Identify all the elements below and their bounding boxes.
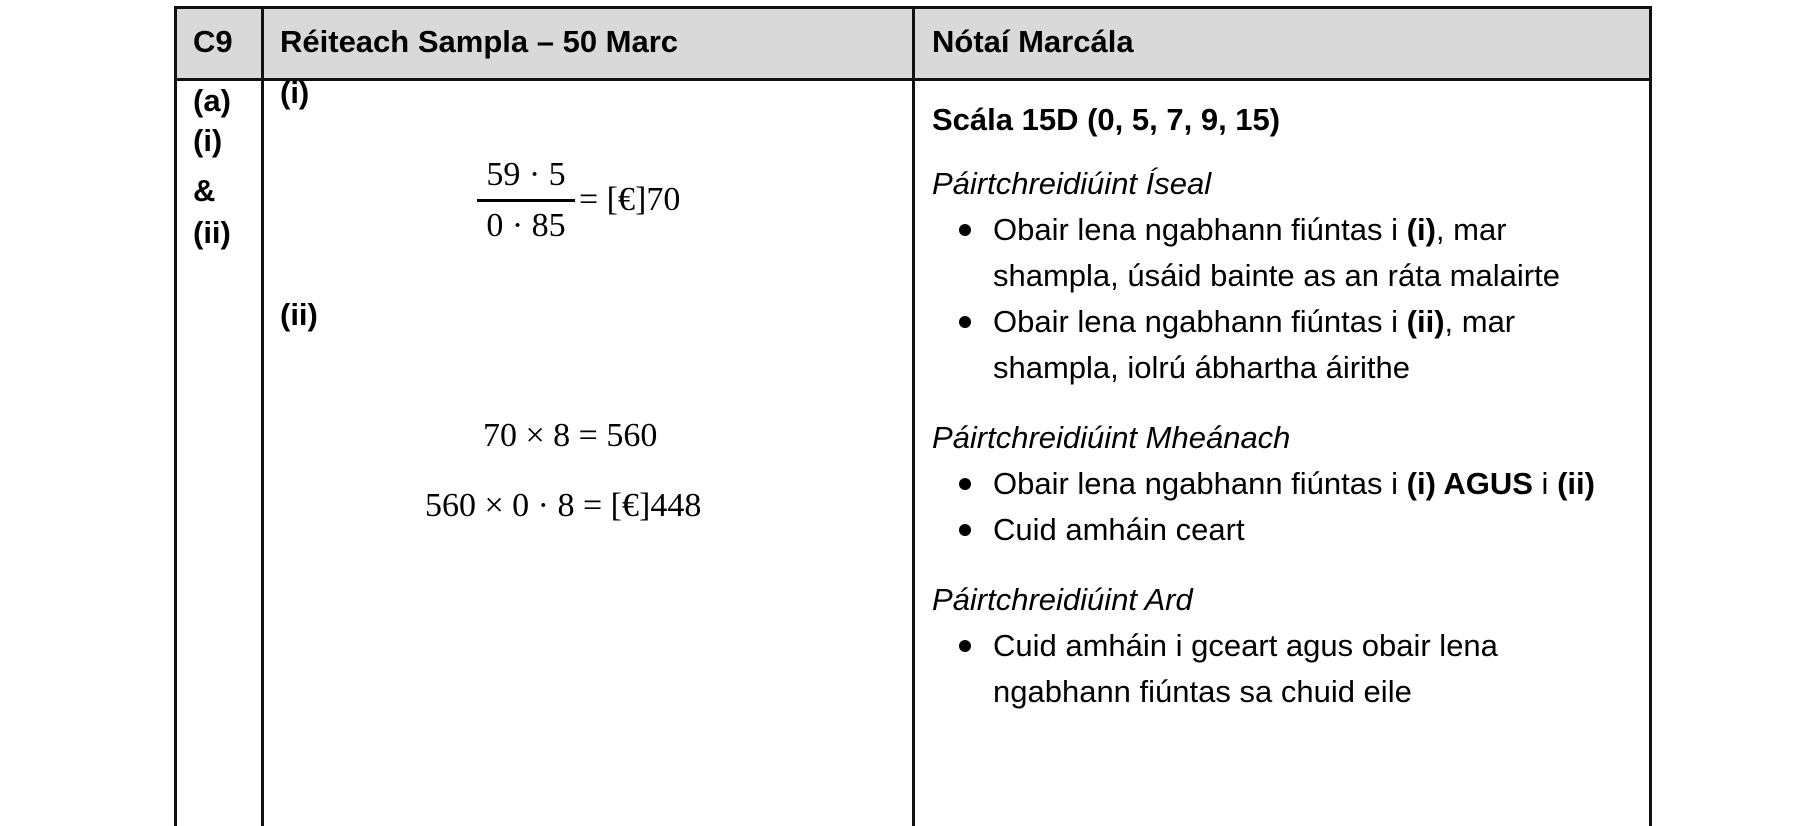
fraction-numerator: 59 · 5 <box>486 156 566 193</box>
bullet-icon <box>959 316 971 328</box>
column-divider <box>912 9 915 826</box>
mid-partial-credit-title: Páirtchreidiúint Mheánach <box>932 420 1291 455</box>
part-ii-equation-1: 70 × 8 = 560 <box>483 417 658 454</box>
part-i-result: = [€]70 <box>579 181 681 218</box>
mid-partial-credit-list <box>932 461 1632 553</box>
fraction <box>477 153 575 248</box>
marking-notes <box>932 97 1632 715</box>
marking-table <box>174 6 1652 826</box>
question-label-i: (i) <box>193 123 223 158</box>
bullet-icon <box>959 524 971 536</box>
high-partial-credit-title: Páirtchreidiúint Ard <box>932 582 1193 617</box>
solution-part-i-label: (i) <box>280 75 310 110</box>
header-notes: Nótaí Marcála <box>932 24 1134 59</box>
solution-part-ii-label: (ii) <box>280 297 318 332</box>
list-item: Cuid amháin i gceart agus obair lena ngabhann fiúntas sa chuid eile <box>932 623 1632 715</box>
low-partial-credit-list <box>932 207 1632 391</box>
header-question: C9 <box>193 24 233 59</box>
fraction-denominator: 0 · 85 <box>486 207 566 244</box>
column-divider <box>261 9 264 826</box>
scale-line: Scála 15D (0, 5, 7, 9, 15) <box>932 102 1281 137</box>
bullet-icon <box>959 640 971 652</box>
list-item: Obair lena ngabhann fiúntas i (ii), mar shampla, iolrú ábhartha áirithe <box>932 299 1632 391</box>
bullet-icon <box>959 224 971 236</box>
list-item: Obair lena ngabhann fiúntas i (i), mar shampla, úsáid bainte as an ráta malairte <box>932 207 1632 299</box>
list-item: Cuid amháin ceart <box>932 507 1632 553</box>
question-label-a: (a) <box>193 83 231 118</box>
question-label-and: & <box>193 173 216 208</box>
bullet-icon <box>959 478 971 490</box>
fraction-bar <box>477 199 575 202</box>
list-item: Obair lena ngabhann fiúntas i (i) AGUS i (ii) <box>932 461 1632 507</box>
question-label-ii: (ii) <box>193 215 231 250</box>
header-solution: Réiteach Sampla – 50 Marc <box>280 24 679 59</box>
low-partial-credit-title: Páirtchreidiúint Íseal <box>932 166 1212 201</box>
high-partial-credit-list <box>932 623 1632 715</box>
part-ii-equation-2: 560 × 0 · 8 = [€]448 <box>425 487 702 524</box>
